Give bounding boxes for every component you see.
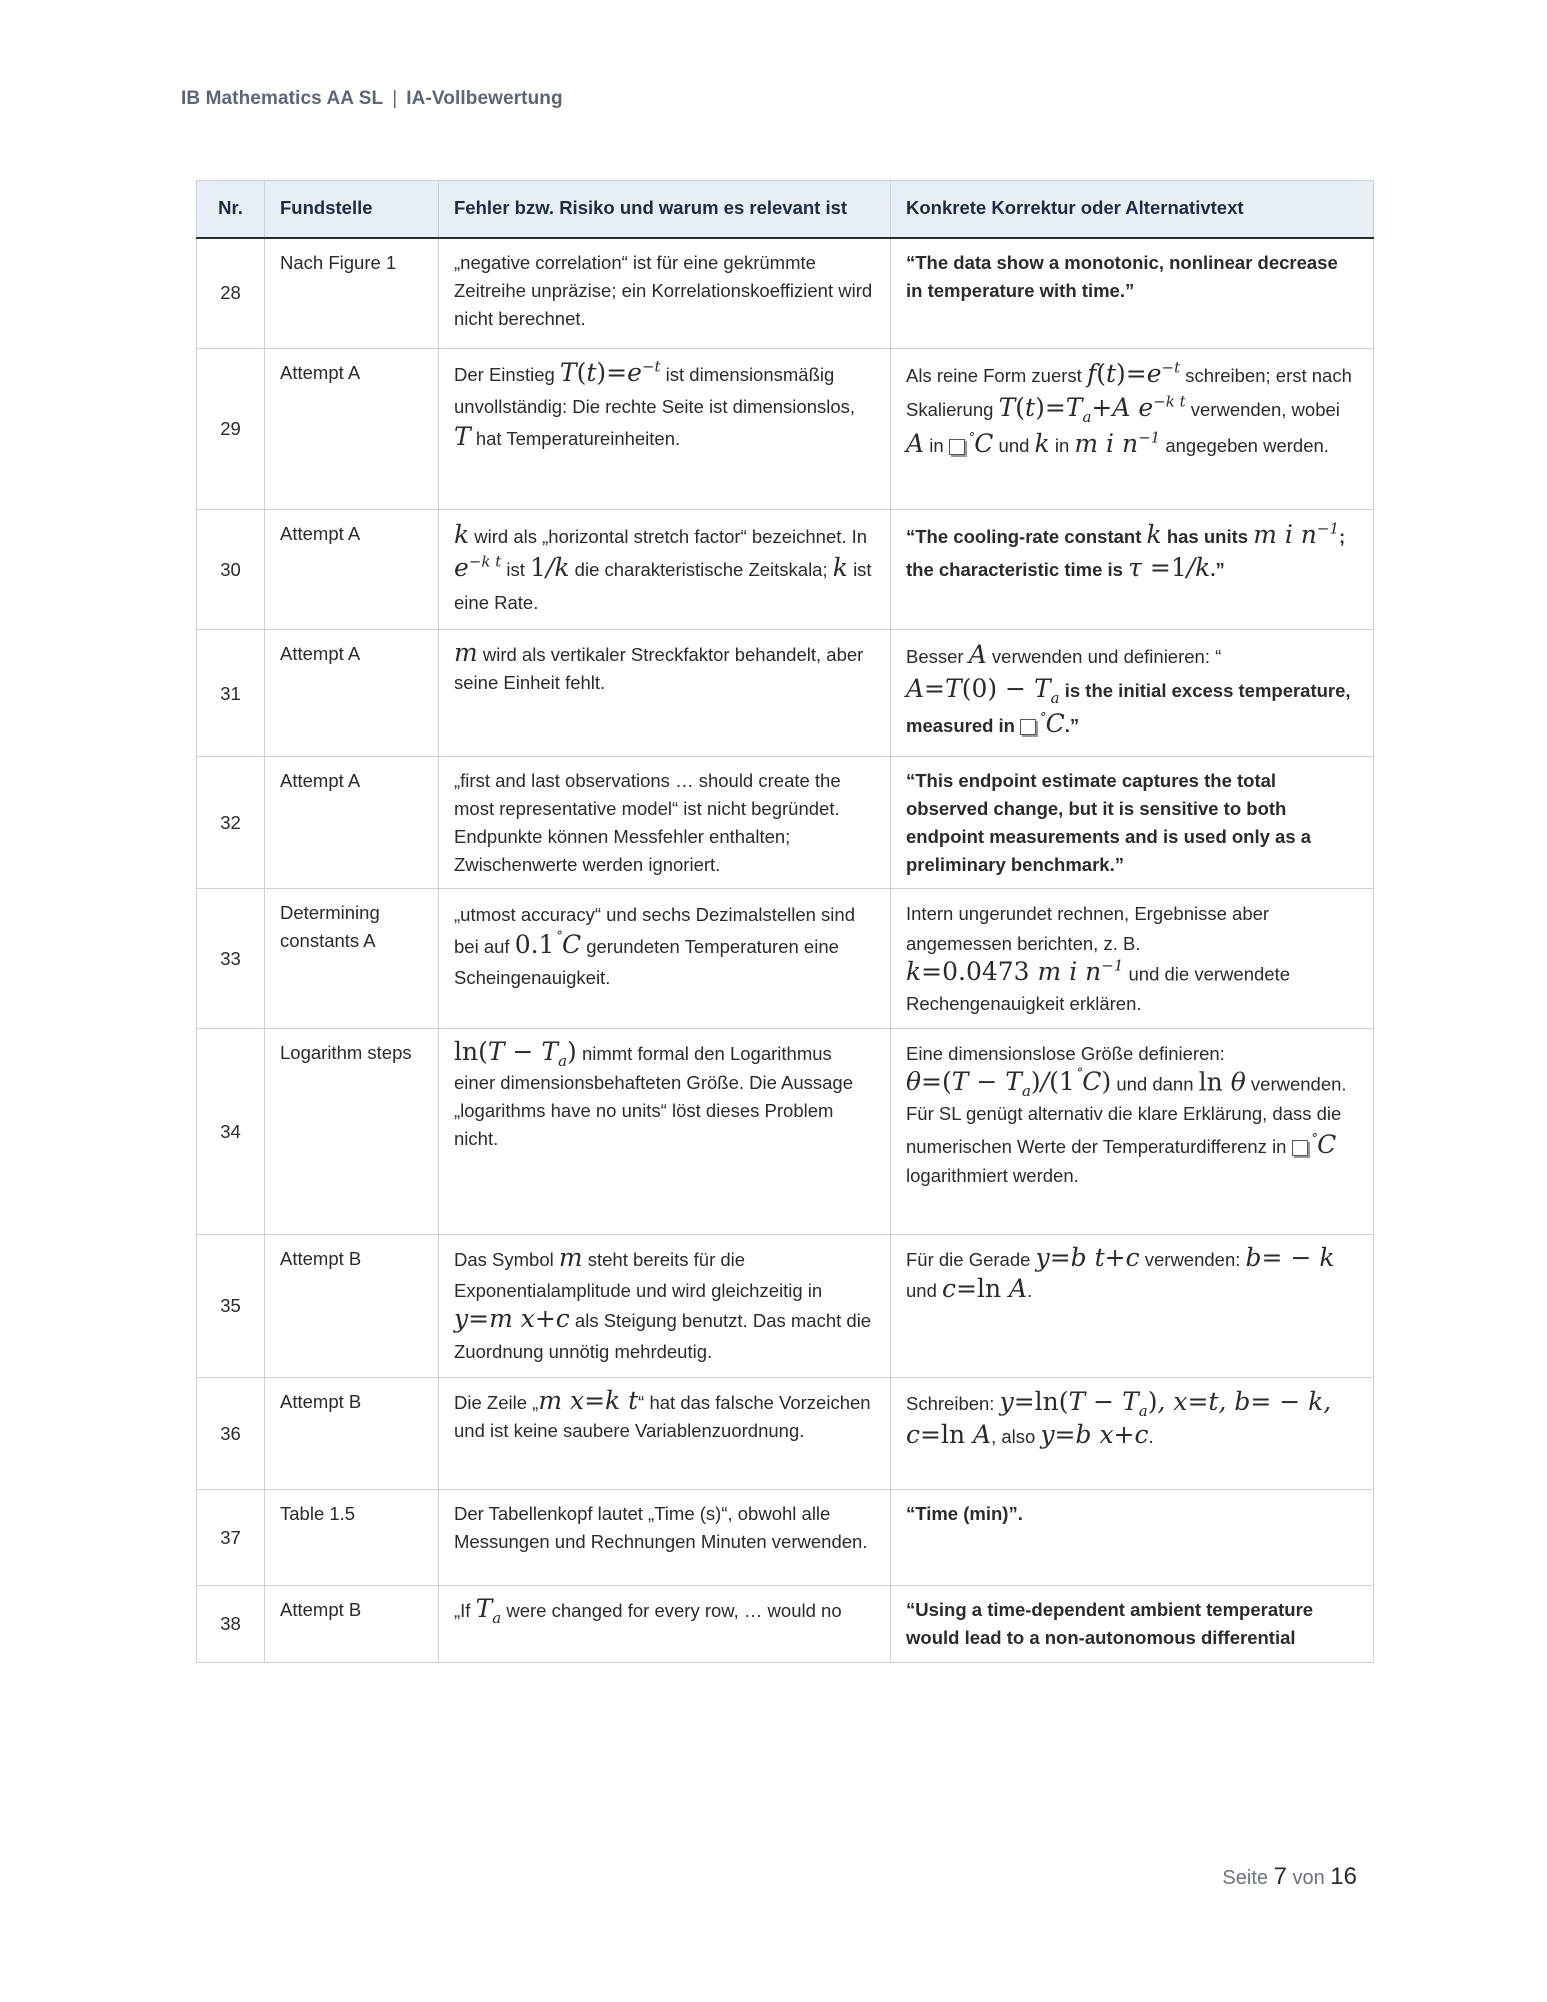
fehler-text: ist <box>506 558 525 580</box>
table-row <box>197 1586 1374 1663</box>
fehler-text: ist dimensionsmäßig unvollständig: Die rechte Seite ist dimensionslos, <box>454 363 856 417</box>
fehler-text: Die Zeile „ <box>454 1392 539 1414</box>
row-fundstelle: Nach Figure 1 <box>265 238 439 348</box>
column-header-nr: Nr. <box>197 181 265 239</box>
total-pages: 16 <box>1330 1863 1357 1890</box>
row-fehler: „first and last observations … should create the most representative model“ ist nicht begründet. Endpunkte können Messfehler enthalten; Zwischenwerte werden ignoriert. <box>439 757 891 889</box>
row-number: 28 <box>197 238 265 348</box>
fehler-text: Das Symbol <box>454 1249 554 1271</box>
row-fundstelle: Table 1.5 <box>265 1490 439 1586</box>
korrektur-text: schreiben; erst nach Skalierung <box>906 364 1352 420</box>
formula: A <box>906 429 925 459</box>
formula: C <box>1045 709 1065 739</box>
formula: $y=\ln(T - T_a)$, x=t, b= − k, <box>999 1387 1332 1421</box>
formula: m i $n^{-1}$ <box>1253 519 1340 549</box>
page-header <box>181 88 563 110</box>
row-number: 32 <box>197 757 265 889</box>
formula: k <box>832 552 848 582</box>
formula: $T(t)=T_a+A$ $e^{-k t}$ <box>998 392 1186 426</box>
table-row <box>197 889 1374 1029</box>
row-fehler <box>439 1235 891 1378</box>
row-fundstelle: Attempt A <box>265 630 439 757</box>
korrektur-text: ; <box>1339 525 1346 547</box>
korrektur-text: the characteristic time is <box>906 558 1123 580</box>
footer-prefix: Seite <box>1222 1867 1268 1889</box>
korrektur-text: .” <box>1210 558 1225 580</box>
column-header-fehler: Fehler bzw. Risiko und warum es relevant ist <box>439 181 891 239</box>
formula: ln θ <box>1198 1067 1246 1097</box>
row-fehler <box>439 509 891 630</box>
table-row <box>197 1029 1374 1235</box>
header-separator: | <box>392 88 398 109</box>
row-fehler <box>439 1029 891 1235</box>
formula: m i $n^{-1}$ <box>1074 428 1161 459</box>
fehler-text: gerundeten Temperaturen eine Scheingenauigkeit. <box>454 935 839 989</box>
placeholder-box-icon <box>1020 719 1036 735</box>
row-korrektur: Besser A verwenden und definieren: “ $A=T(0) - T_a$ is the initial excess temperature, measured in ˚C.” <box>891 630 1374 757</box>
fehler-text: die charakteristische Zeitskala; <box>574 558 828 580</box>
formula: m <box>558 1243 583 1273</box>
korrektur-text: in <box>929 435 944 457</box>
korrektur-text: Intern ungerundet rechnen, Ergebnisse aber angemessen berichten, z. B. <box>906 903 1270 954</box>
fehler-text: „If <box>454 1600 471 1622</box>
fehler-text: „utmost accuracy“ und sechs Dezimalstellen sind bei auf <box>454 904 855 957</box>
fehler-text: were changed for every row, … would no <box>506 1600 842 1622</box>
korrektur-text: “The data show a monotonic, nonlinear decrease in temperature with time.” <box>906 252 1338 301</box>
korrektur-text: verwenden. Für SL genügt alternativ die klare Erklärung, dass die numerischen Werte der Temperaturdifferenz in <box>906 1073 1347 1157</box>
table-row <box>197 238 1374 348</box>
row-korrektur <box>891 757 1374 889</box>
korrektur-text: verwenden, wobei <box>1190 398 1340 420</box>
row-korrektur <box>891 889 1374 1029</box>
column-header-fundstelle: Fundstelle <box>265 181 439 239</box>
korrektur-text: und dann <box>1116 1073 1194 1095</box>
korrektur-text: Eine dimensionslose Größe definieren: <box>906 1043 1225 1065</box>
row-fundstelle: Attempt B <box>265 1235 439 1378</box>
row-fehler <box>439 1378 891 1490</box>
formula: T <box>454 422 471 452</box>
row-fundstelle: Logarithm steps <box>265 1029 439 1235</box>
formula: k=0.0473 m i $n^{-1}$ <box>906 956 1124 986</box>
korrektur-text: “The cooling-rate constant <box>906 525 1142 547</box>
formula: k <box>1034 429 1050 459</box>
row-fehler <box>439 1586 891 1663</box>
table-row <box>197 757 1374 889</box>
row-number: 38 <box>197 1586 265 1663</box>
row-korrektur <box>891 1490 1374 1586</box>
formula: $A=T(0) - T_a$ <box>906 673 1060 707</box>
row-fundstelle: Attempt A <box>265 509 439 630</box>
fehler-text: steht bereits für die Exponentialamplitude und wird gleichzeitig in <box>454 1249 823 1301</box>
placeholder-box-icon <box>949 439 965 455</box>
formula: k <box>454 519 470 549</box>
row-number: 29 <box>197 348 265 509</box>
formula: C <box>1317 1129 1337 1159</box>
table-row <box>197 509 1374 630</box>
fehler-text: nimmt formal den Logarithmus einer dimensionsbehafteten Größe. Die Aussage „logarithms have no units“ löst dieses Problem nicht. <box>454 1043 854 1149</box>
formula: $\theta=(T - T_a)/(1^˚C)$ <box>906 1066 1112 1101</box>
row-number: 34 <box>197 1029 265 1235</box>
row-fundstelle: Attempt A <box>265 757 439 889</box>
fehler-text: Der Einstieg <box>454 363 555 385</box>
footer-of: von <box>1292 1867 1325 1889</box>
korrektur-text: Als reine Form zuerst <box>906 364 1082 386</box>
row-fundstelle: Attempt A <box>265 348 439 509</box>
korrektur-text: angegeben werden. <box>1165 435 1329 457</box>
formula: m x=k t <box>538 1386 639 1416</box>
row-number: 30 <box>197 509 265 630</box>
korrektur-text: und die verwendete Rechengenauigkeit erklären. <box>906 962 1290 1014</box>
formula: y=b t+c <box>1035 1243 1140 1273</box>
fehler-text: als Steigung benutzt. Das macht die Zuordnung unnötig mehrdeutig. <box>454 1310 872 1362</box>
formula: c=ln A <box>906 1419 992 1449</box>
korrektur-text: Schreiben: <box>906 1393 995 1415</box>
formula: 0.1˚C <box>514 929 582 959</box>
placeholder-box-icon <box>1292 1140 1308 1156</box>
table-row <box>197 630 1374 757</box>
table-row <box>197 1378 1374 1490</box>
fehler-text: ist eine Rate. <box>454 558 872 614</box>
formula: c=ln A <box>942 1273 1028 1303</box>
formula: 1/k <box>530 552 570 582</box>
formula: y=m x+c <box>454 1304 570 1334</box>
formula: $\ln(T - T_a)$ <box>454 1037 577 1071</box>
document-title: IA-Vollbewertung <box>406 88 563 109</box>
row-korrektur: Als reine Form zuerst $f(t)=e^{-t}$ schreiben; erst nach Skalierung $T(t)=T_a+A$ $e^{-k t}$ verwenden, wobei A in ˚C und k in m i $n^{-1}$ angegeben werden. <box>891 348 1374 509</box>
formula: $f(t)=e^{-t}$ <box>1086 358 1181 388</box>
row-korrektur <box>891 238 1374 348</box>
formula: y=b x+c <box>1040 1419 1149 1449</box>
row-number: 31 <box>197 630 265 757</box>
row-number: 33 <box>197 889 265 1029</box>
korrektur-text: “This endpoint estimate captures the total observed change, but it is sensitive to both endpoint measurements and is used only as a preliminary benchmark.” <box>906 770 1312 875</box>
korrektur-text: .” <box>1064 715 1080 737</box>
formula: b= − k <box>1245 1243 1335 1273</box>
formula: $T_a$ <box>475 1594 502 1628</box>
fehler-text: wird als „horizontal stretch factor“ bezeichnet. In <box>474 525 868 547</box>
korrektur-text: und <box>998 435 1030 457</box>
fehler-text: hat Temperatureinheiten. <box>475 428 681 450</box>
row-korrektur <box>891 509 1374 630</box>
formula: k <box>1146 519 1162 549</box>
korrektur-text: in <box>1054 435 1070 457</box>
korrektur-text: “Time (min)”. <box>906 1503 1023 1525</box>
korrektur-text: Besser <box>906 646 964 668</box>
formula: $e^{-k t}$ <box>454 552 502 582</box>
row-number: 36 <box>197 1378 265 1490</box>
row-korrektur: Eine dimensionslose Größe definieren: $\theta=(T - T_a)/(1^˚C)$ und dann ln θ verwenden. Für SL genügt alternativ die klare Erklärung, dass die numerischen Werte der Temperaturdifferenz in ˚C logarithmiert werden. <box>891 1029 1374 1235</box>
korrektur-text: is the initial excess temperature, measured in <box>906 679 1351 737</box>
table-header-row <box>197 181 1374 239</box>
row-fundstelle: Attempt B <box>265 1586 439 1663</box>
korrektur-text: has units <box>1166 525 1249 547</box>
row-fehler: Der Tabellenkopf lautet „Time (s)“, obwohl alle Messungen und Rechnungen Minuten verwenden. <box>439 1490 891 1586</box>
row-fehler <box>439 348 891 509</box>
korrektur-text: , also <box>991 1425 1036 1447</box>
korrektur-text: verwenden: <box>1144 1249 1241 1271</box>
formula: C <box>974 429 994 459</box>
row-fehler <box>439 630 891 757</box>
current-page: 7 <box>1273 1863 1287 1890</box>
row-korrektur: Für die Gerade y=b t+c verwenden: b= − k und c=ln A. <box>891 1235 1374 1378</box>
row-korrektur <box>891 1586 1374 1663</box>
row-fehler: „negative correlation“ ist für eine gekrümmte Zeitreihe unpräzise; ein Korrelationskoeffizient wird nicht berechnet. <box>439 238 891 348</box>
korrektur-text: und <box>906 1279 937 1301</box>
korrektur-text: Für die Gerade <box>906 1249 1031 1271</box>
formula: $T(t)=e^{-t}$ <box>559 357 661 387</box>
korrektur-text: verwenden und definieren: “ <box>991 646 1222 668</box>
korrektur-text: “Using a time-dependent ambient temperature would lead to a non-autonomous differential <box>906 1599 1314 1648</box>
row-fundstelle: Attempt B <box>265 1378 439 1490</box>
korrektur-text: logarithmiert werden. <box>906 1165 1079 1187</box>
page-footer <box>1222 1863 1357 1891</box>
fehler-text: “ hat das falsche Vorzeichen und ist keine saubere Variablenzuordnung. <box>454 1392 871 1441</box>
table-row <box>197 348 1374 509</box>
row-fundstelle: Determining constants A <box>265 889 439 1029</box>
row-korrektur: Schreiben: $y=\ln(T - T_a)$, x=t, b= − k, c=ln A, also y=b x+c. <box>891 1378 1374 1490</box>
table-row <box>197 1235 1374 1378</box>
row-number: 35 <box>197 1235 265 1378</box>
fehler-text: wird als vertikaler Streckfaktor behandelt, aber seine Einheit fehlt. <box>454 644 864 694</box>
row-fehler <box>439 889 891 1029</box>
row-number: 37 <box>197 1490 265 1586</box>
course-name: IB Mathematics AA SL <box>181 88 384 109</box>
formula: m <box>454 638 478 668</box>
column-header-korrektur: Konkrete Korrektur oder Alternativtext <box>891 181 1374 239</box>
formula: τ =1/k <box>1128 552 1211 582</box>
assessment-table <box>196 180 1374 1663</box>
formula: A <box>968 640 987 670</box>
table-row <box>197 1490 1374 1586</box>
